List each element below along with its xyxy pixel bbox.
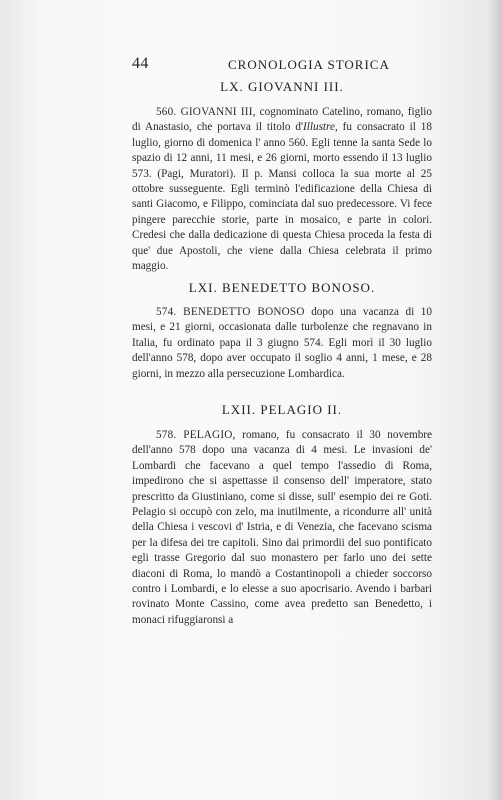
section-body-giovanni-iii [132, 105, 432, 274]
entry-text: romano, fu consacrato il 30 novembre dell'anno 578 dopo una vacanza di 4 mesi. Le invasioni de' Lombardi che facevano a quel tempo l'assedio di Roma, impedirono che si aspettasse il consenso dell' imperatore, stato prescritto da Giustiniano, come si disse, sull' esempio dei re Goti. Pelagio si occupò con zelo, ma inutilmente, a ricondurre all' unità della Chiesa i vescovi d' Istria, e di Venezia, che facevano scisma per la difesa dei tre capitoli. Sino dai primordii del suo pontificato egli trasse Gregorio dal suo monastero per farlo uno dei sette diaconi di Roma, lo mandò a Costantinopoli a chieder soccorso contro i Lombardi, e lo elesse a suo apocrisario. Avendo i barbari rovinato Monte Cassino, come avea predetto san Benedetto, i monaci rifuggiaronsi a [132, 429, 432, 626]
section-title-pelagio-ii: LXII. PELAGIO II. [221, 402, 343, 417]
entry-lead: 560. GIOVANNI III, [156, 106, 256, 118]
running-title: CRONOLOGIA STORICA [228, 57, 390, 72]
section-body-pelagio-ii [132, 428, 432, 628]
entry-text: dopo una vacanza di 10 mesi, e 21 giorni, occasionata dalle turbolenze che regnavano in Italia, fu ordinato papa il 3 giugno 574. Egli morì il 30 luglio dell'anno 578, dopo aver occupato il soglio 4 anni, 1 mese, e 28 giorni, in mezzo alla persecuzione Lombardica. [132, 306, 432, 380]
entry-italic: Illustre [303, 121, 335, 134]
section-title-benedetto-bonoso: LXI. BENEDETTO BONOSO. [188, 280, 376, 295]
entry-lead: 574. BENEDETTO BONOSO [156, 306, 305, 318]
entry-text-cont: , fu consacrato il 18 luglio, giorno di domenica l' anno 560. Egli tenne la santa Sede lo spazio di 12 anni, 11 mesi, e 26 giorni, morto essendo il 13 luglio 573. (Pagi, Muratori). Il p. Mansi colloca la sua morte al 25 ottobre susseguente. Egli terminò l'edificazione della Chiesa di santi Giacomo, e Filippo, cominciata dal suo predecessore. Vi fece pingere parecchie storie, parte in mosaico, e parte in colori. Credesi che dalla dedicazione di questa Chiesa proceda la festa di que' due Apostoli, che viene dalla Chiesa celebrata il primo maggio. [132, 121, 432, 273]
page-gutter-shadow [488, 0, 502, 800]
entry-lead: 578. PELAGIO, [156, 429, 236, 441]
section-title-giovanni-iii: LX. GIOVANNI III. [220, 79, 344, 94]
entry-text: cognominato Catelino, romano, figlio di Anastasio, che portava il titolo d' [132, 106, 433, 134]
page-number: 44 [132, 55, 149, 72]
section-body-benedetto-bonoso [132, 305, 432, 382]
